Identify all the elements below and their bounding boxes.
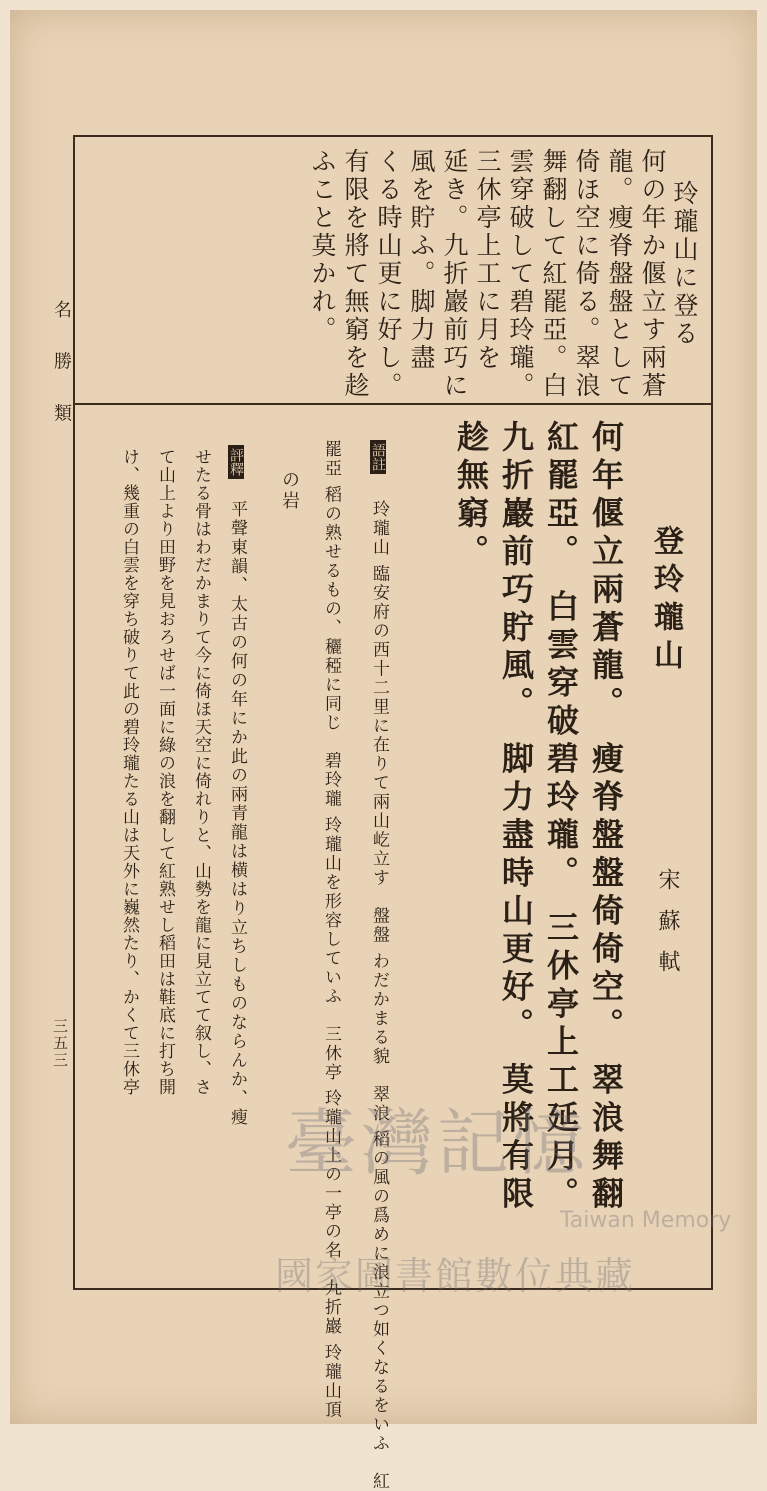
poem-author: 宋 蘇 軾 — [655, 868, 680, 978]
commentary-line: せたる骨はわだかまりて今に倚ほ天空に倚れりと、山勢を龍に見立てて叙し、さ — [191, 448, 211, 1096]
watermark-caption: 國家圖書館數位典藏 — [275, 1254, 636, 1298]
reading-line: 龍。瘦脊盤盤として — [605, 148, 634, 400]
reading-line: 延き。九折巖前巧に — [440, 148, 469, 400]
reading-line: ふこと莫かれ。 — [308, 148, 337, 344]
page-number: 三五三 — [51, 1018, 69, 1069]
commentary-tag: 評釋 — [228, 445, 244, 479]
reading-line: 風を貯ふ。脚力盡 — [407, 148, 436, 372]
reading-line: くる時山更に好し。 — [374, 148, 403, 400]
poem-line: 紅罷亞。 白雲穿破碧玲瓏。 三休亭上工延月。 — [542, 420, 580, 1215]
commentary-line: 平聲東韻、太古の何の年にか此の兩青龍は横はり立ちしものならんか、瘦 — [227, 500, 247, 1127]
reading-line: 何の年か偃立す兩蒼 — [638, 148, 667, 400]
margin-category: 名 勝 類 — [51, 300, 72, 436]
reading-line: 雲穿破して碧玲瓏。 — [506, 148, 535, 400]
reading-line: 倚ほ空に倚る。翠浪 — [572, 148, 601, 400]
watermark-logo: 臺灣記憶 — [285, 1101, 590, 1185]
poem-title: 登玲瓏山 — [648, 525, 683, 677]
reading-line: 有限を將て無窮を趁 — [341, 148, 370, 400]
notes-line: 玲瓏山 臨安府の西十二里に在りて兩山屹立す 盤盤 わだかまる貌 翠浪 稻の風の爲めに浪立つ如くなるをいふ 紅 — [369, 500, 389, 1491]
commentary-line: て山上より田野を見おろせば一面に綠の浪を翻して紅熟せし稻田は鞋底に打ち開 — [155, 448, 175, 1096]
watermark-latin: Taiwan Memory — [560, 1208, 732, 1233]
poem-line: 何年偃立兩蒼龍。 瘦脊盤盤倚倚空。 翠浪舞翻 — [587, 420, 625, 1215]
poem-line: 九折巖前巧貯風。 脚力盡時山更好。 莫將有限 — [497, 420, 535, 1215]
commentary-line: け、幾重の白雲を穿ち破りて此の碧玲瓏たる山は天外に巍然たり、かくて三休亭 — [119, 448, 139, 1096]
poem-line: 趁無窮。 — [452, 420, 490, 572]
notes-line: の岩 — [279, 470, 300, 512]
commentary-tag-wrap — [228, 445, 244, 485]
notes-line: 罷亞 稻の熟せるもの、穲稏に同じ 碧玲瓏 玲瓏山を形容していふ 三休亭 玲瓏山上の一亭の名 九折巖 玲瓏山頂 — [321, 440, 341, 1420]
frame-divider — [73, 403, 713, 405]
notes-tag: 語註 — [370, 440, 386, 474]
reading-title: 玲瓏山に登る — [670, 180, 699, 348]
reading-line: 舞翻して紅罷亞。白 — [539, 148, 568, 400]
reading-line: 三休亭上工に月を — [473, 148, 502, 372]
notes-tag-wrap — [370, 440, 386, 480]
